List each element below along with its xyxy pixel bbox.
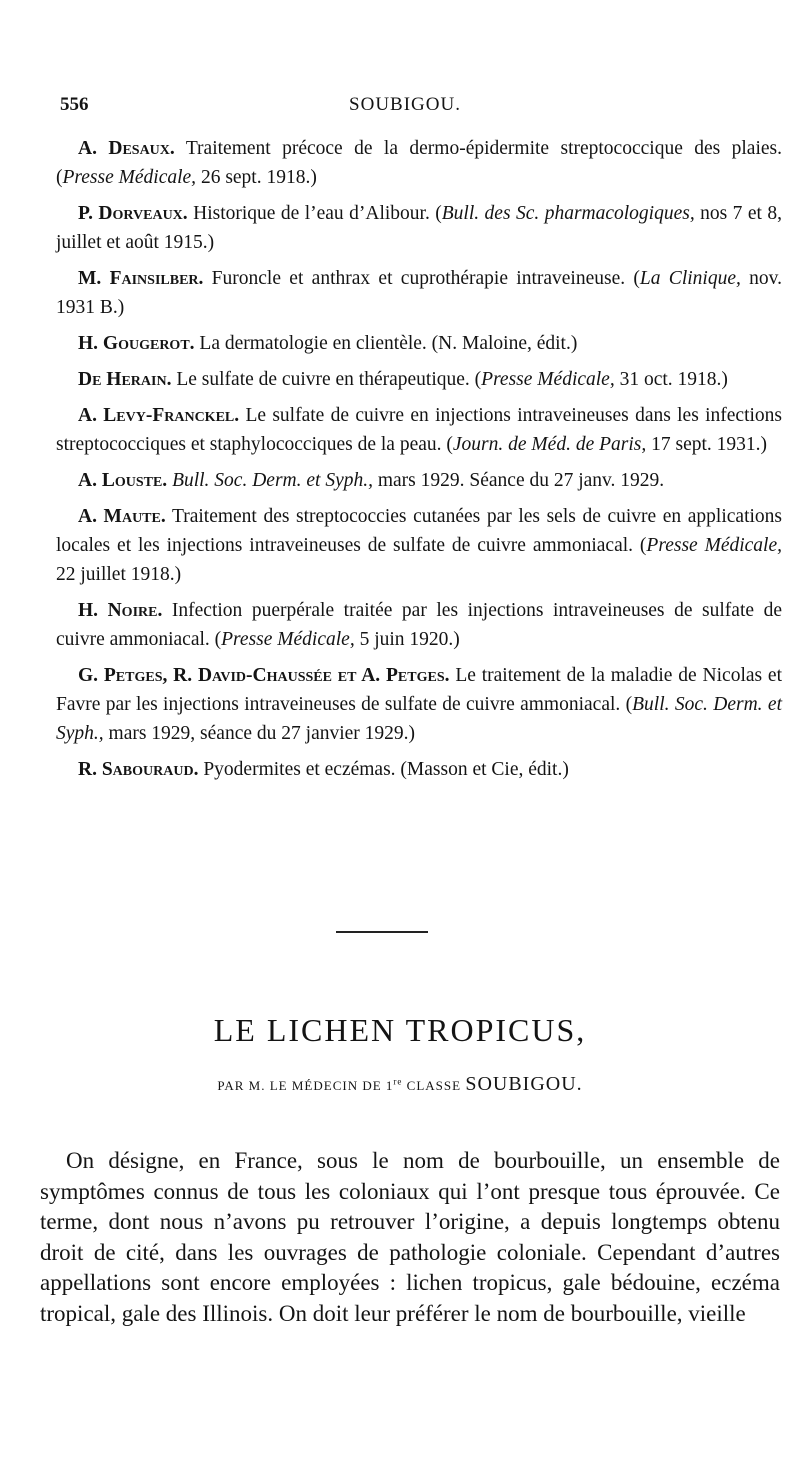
bib-author: A. Louste.: [78, 470, 168, 491]
bib-tail: nos 7 et 8, juillet et août 1915.): [56, 203, 782, 253]
bib-source: Bull. Soc. Derm. et Syph.,: [56, 694, 782, 744]
bib-source: Bull. des Sc. pharmacologiques,: [441, 203, 695, 224]
article-byline: [0, 1073, 800, 1096]
bib-source: Journ. de Méd. de Paris,: [452, 434, 647, 455]
bib-author: P. Dorveaux.: [78, 203, 188, 224]
page-number: 556: [60, 94, 89, 115]
bib-tail: mars 1929, séance du 27 janvier 1929.): [103, 723, 416, 744]
bib-tail: 17 sept. 1931.): [646, 434, 768, 455]
bib-text: Furoncle et anthrax et cuprothérapie intraveineuse. (: [203, 268, 640, 289]
bib-entry: [56, 502, 782, 589]
bib-entry: [56, 134, 782, 192]
article-body: On désigne, en France, sous le nom de bourbouille, un ensemble de symptômes connus de tous les coloniaux qui l’ont presque tous éprouvée. Ce terme, dont nous n’avons pu retrouver l’origine, a depuis longtemps obtenu droit de cité, dans les ouvrages de pathologie coloniale. Cependant d’autres appellations sont encore employées : lichen tropicus, gale bédouine, eczéma tropical, gale des Illinois. On doit leur préférer le nom de bourbouille, vieille: [40, 1148, 780, 1326]
bib-entry: [56, 596, 782, 654]
bib-text: Traitement précoce de la dermo-épidermite streptococcique des plaies. (: [56, 138, 783, 188]
running-head: SOUBIGOU.: [349, 94, 461, 115]
bib-author: G. Petges, R. David-Chaussée et A. Petges.: [78, 665, 450, 686]
bib-author: A. Maute.: [78, 506, 166, 527]
bib-tail: 26 sept. 1918.): [196, 167, 317, 188]
bib-source: Presse Médicale,: [62, 167, 197, 188]
bib-entry: [56, 329, 782, 358]
bib-tail: nov. 1931 B.): [56, 268, 783, 318]
bib-author: De Herain.: [78, 369, 172, 390]
bib-entry: [56, 199, 782, 257]
bib-text: Le sulfate de cuivre en injections intraveineuses dans les infections streptococciques et staphylococciques de la peau. (: [56, 405, 782, 455]
bib-entry: [56, 264, 782, 322]
bib-author: H. Noire.: [78, 600, 163, 621]
byline-class: CLASSE: [402, 1078, 466, 1093]
bib-author: A. Desaux.: [78, 138, 175, 159]
bibliography: [56, 134, 782, 791]
bib-entry: [56, 365, 782, 394]
bib-author: R. Sabouraud.: [78, 759, 199, 780]
bib-entry: [56, 661, 782, 748]
bib-text: Pyodermites et eczémas. (Masson et Cie, édit.): [198, 759, 569, 780]
bib-entry: [56, 466, 782, 495]
article-title: LE LICHEN TROPICUS,: [213, 1012, 587, 1048]
bib-tail: 22 juillet 1918.): [56, 564, 182, 585]
bib-tail: 31 oct. 1918.): [614, 369, 728, 390]
section-divider: [336, 931, 428, 933]
bib-source: Presse Médicale,: [221, 629, 355, 650]
bib-author: A. Levy-Franckel.: [78, 405, 240, 426]
bib-source: Presse Médicale,: [646, 535, 783, 556]
bib-text: Infection puerpérale traitée par les injections intraveineuses de sulfate de cuivre ammoniacal. (: [56, 600, 782, 650]
bib-author: H. Gougerot.: [78, 333, 195, 354]
bib-source: Presse Médicale,: [481, 369, 615, 390]
bib-entry: [56, 401, 782, 459]
page-header: [60, 94, 750, 118]
bib-author: M. Fainsilber.: [78, 268, 204, 289]
bib-text: Historique de l’eau d’Alibour. (: [187, 203, 442, 224]
bib-entry: [56, 755, 782, 784]
byline-superscript: re: [393, 1076, 403, 1087]
bib-text: La dermatologie en clientèle. (N. Maloine, édit.): [194, 333, 578, 354]
bib-source: Bull. Soc. Derm. et Syph.,: [172, 470, 373, 491]
bib-tail: 5 juin 1920.): [354, 629, 460, 650]
bib-text: Traitement des streptococcies cutanées par les sels de cuivre en applications locales et les injections intraveineuses de sulfate de cuivre ammoniacal. (: [56, 506, 783, 556]
bib-tail: mars 1929. Séance du 27 janv. 1929.: [372, 470, 665, 491]
bib-text: Le traitement de la maladie de Nicolas et Favre par les injections intraveineuses de sulfate de cuivre ammoniacal. (: [56, 665, 783, 715]
bib-source: La Clinique,: [639, 268, 741, 289]
bib-text: Le sulfate de cuivre en thérapeutique. (: [171, 369, 482, 390]
byline-prefix: PAR M. LE MÉDECIN DE 1: [217, 1078, 394, 1093]
byline-author: SOUBIGOU.: [465, 1073, 583, 1095]
